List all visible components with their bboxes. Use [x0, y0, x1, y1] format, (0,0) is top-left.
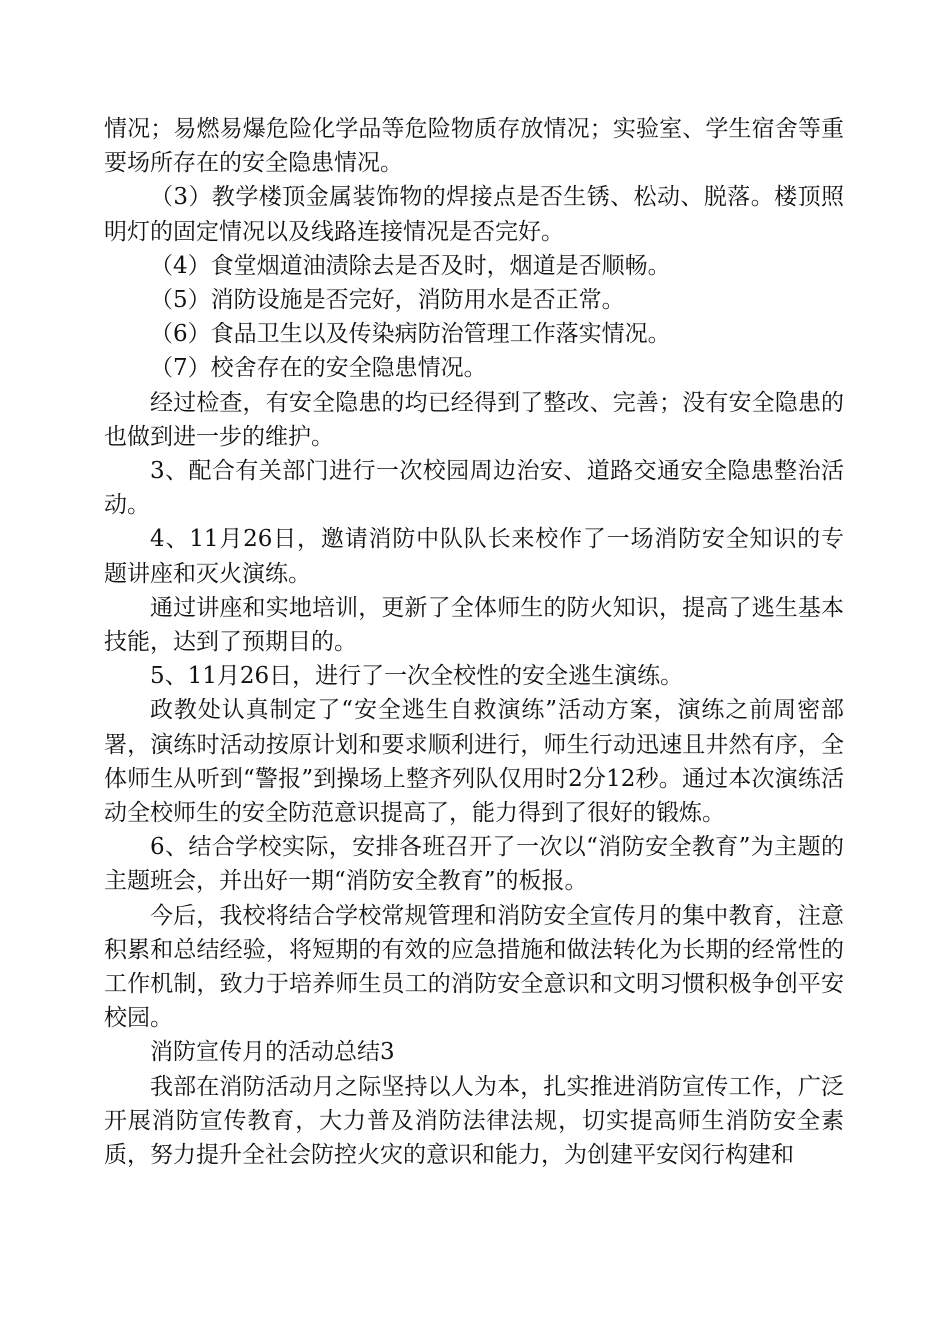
section-heading: 消防宣传月的活动总结3 [150, 1039, 395, 1066]
paragraph-item-4: 4、11月26日，邀请消防中队队长来校作了一场消防安全知识的专题讲座和灭火演练。 [104, 526, 844, 587]
paragraph-drill-details: 政教处认真制定了“安全逃生自救演练”活动方案，演练之前周密部署，演练时活动按原计划和要求顺利进行，师生行动迅速且井然有序，全体师生从听到“警报”到操场上整齐列队仅用时2分12秒。通过本次演练活动全校师生的安全防范意识提高了，能力得到了很好的锻炼。 [104, 697, 844, 827]
paragraph-item-5: 5、11月26日，进行了一次全校性的安全逃生演练。 [150, 663, 684, 690]
paragraph-training-result: 通过讲座和实地培训，更新了全体师生的防火知识，提高了逃生基本技能，达到了预期目的。 [104, 594, 844, 656]
list-item-4: （4）食堂烟道油渍除去是否及时，烟道是否顺畅。 [150, 252, 671, 279]
paragraph-future-plans: 今后，我校将结合学校常规管理和消防安全宣传月的集中教育，注意积累和总结经验，将短期的有效的应急措施和做法转化为长期的经常性的工作机制，致力于培养师生员工的消防安全意识和文明习惯积极争创平安校园。 [104, 902, 844, 1032]
list-item-5: （5）消防设施是否完好，消防用水是否正常。 [150, 287, 625, 314]
list-item-6: （6）食品卫生以及传染病防治管理工作落实情况。 [150, 321, 671, 348]
paragraph-inspection-result: 经过检查，有安全隐患的均已经得到了整改、完善；没有安全隐患的也做到进一步的维护。 [104, 389, 844, 450]
paragraph-section-intro: 我部在消防活动月之际坚持以人为本，扎实推进消防宣传工作，广泛开展消防宣传教育，大力普及消防法律法规，切实提高师生消防安全素质，努力提升全社会防控火灾的意识和能力，为创建平安闵行构建和 [104, 1073, 844, 1169]
document-body [104, 112, 844, 1172]
list-item-7: （7）校舍存在的安全隐患情况。 [150, 355, 487, 382]
paragraph-item-3: 3、配合有关部门进行一次校园周边治安、道路交通安全隐患整治活动。 [104, 458, 844, 519]
list-item-3: （3）教学楼顶金属装饰物的焊接点是否生锈、松动、脱落。楼顶照明灯的固定情况以及线路连接情况是否完好。 [104, 184, 844, 245]
paragraph-continuation: 情况；易燃易爆危险化学品等危险物质存放情况；实验室、学生宿舍等重要场所存在的安全隐患情况。 [104, 116, 844, 177]
paragraph-item-6: 6、结合学校实际，安排各班召开了一次以“消防安全教育”为主题的主题班会，并出好一期“消防安全教育”的板报。 [104, 834, 844, 895]
